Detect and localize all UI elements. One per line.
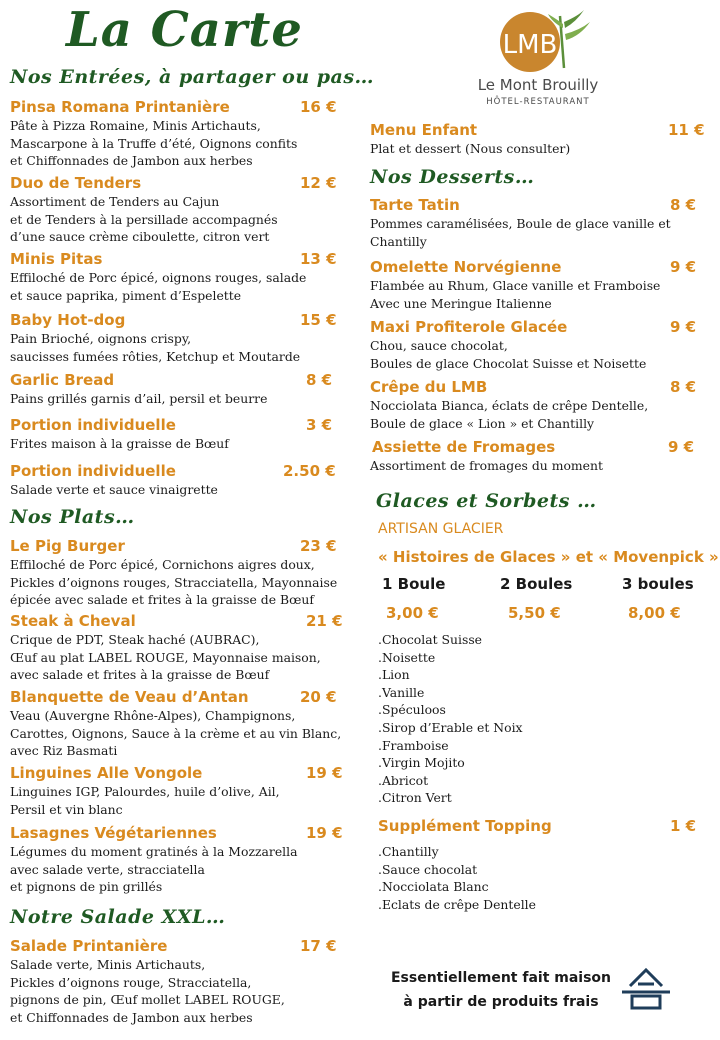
menu-item [10,937,337,1026]
section-title-glaces: Glaces et Sorbets … [376,490,597,512]
size-price: 8,00 € [628,604,681,622]
item-desc: Plat et dessert (Nous consulter) [370,141,571,156]
item-name: Duo de Tenders [10,174,142,192]
item-desc: Boule de glace « Lion » et Chantilly [370,415,595,431]
menu-item [378,817,697,836]
flavor-item: .Framboise [378,737,449,753]
section-title-desserts: Nos Desserts… [370,166,535,188]
item-desc: Linguines IGP, Palourdes, huile d’olive, Ail, [10,784,280,799]
item-desc: et Chiffonnades de Jambon aux herbes [10,1009,253,1025]
item-name: Tarte Tatin [370,196,460,214]
item-desc: Pâte à Pizza Romaine, Minis Artichauts, [10,118,261,133]
topping-item: .Sauce chocolat [378,861,478,877]
item-desc: Veau (Auvergne Rhône-Alpes), Champignons, [10,708,296,723]
item-price: 17 € [300,937,337,955]
menu-item [370,196,697,250]
menu-item [10,174,337,246]
restaurant-logo [468,8,608,118]
footer-line: Essentiellement fait maison [390,970,612,986]
item-desc: saucisses fumées rôties, Ketchup et Moutarde [10,348,301,364]
menu-item [10,764,343,818]
item-desc: avec salade et frites à la graisse de Bœuf [10,667,270,682]
item-name: Steak à Cheval [10,612,136,630]
item-name: Blanquette de Veau d’Antan [10,688,249,706]
house-icon [620,966,672,1010]
item-desc: Boules de glace Chocolat Suisse et Noisette [370,355,647,371]
item-price: 8 € [670,196,697,214]
item-desc: Carottes, Oignons, Sauce à la crème et au vin Blanc, [10,725,342,741]
logo-initials: LMB [502,30,558,60]
size-label: 2 Boules [500,575,573,593]
topping-list [378,843,536,913]
item-desc: épicée avec salade et frites à la graisse de Bœuf [10,592,314,607]
menu-item [10,824,343,896]
item-desc: et sauce paprika, piment d’Espelette [10,287,242,303]
flavor-item: .Abricot [378,772,429,788]
item-desc: Œuf au plat LABEL ROUGE, Mayonnaise maison, [10,649,321,665]
item-price: 11 € [668,121,705,139]
brands-label: « Histoires de Glaces » et « Movenpick » [378,548,719,566]
item-desc: Légumes du moment gratinés à la Mozzarella [10,844,298,859]
menu-item [10,98,337,170]
flavor-item: .Chocolat Suisse [378,632,483,647]
item-price: 9 € [670,258,697,276]
flavor-item: .Lion [378,667,410,683]
item-price: 12 € [300,174,337,192]
size-price: 3,00 € [386,604,439,622]
artisan-label: ARTISAN GLACIER [378,521,504,537]
logo-subtitle: HÔTEL-RESTAURANT [486,97,590,107]
logo-emblem-icon [468,8,608,78]
footer-line: à partir de produits frais [403,994,599,1010]
item-desc: avec Riz Basmati [10,743,118,758]
item-desc: avec salade verte, stracciatella [10,861,205,877]
item-name: Salade Printanière [10,937,168,955]
item-name: Portion individuelle [10,416,176,434]
flavor-list [378,631,523,807]
menu-item [370,258,697,312]
item-desc: Mascarpone à la Truffe d’été, Oignons confits [10,135,298,151]
item-price: 3 € [306,416,333,434]
item-name: Baby Hot-dog [10,311,126,329]
item-desc: Effiloché de Porc épicé, oignons rouges, salade [10,270,307,285]
item-price: 15 € [300,311,337,329]
item-name: Minis Pitas [10,250,103,268]
item-desc: Assortiment de Tenders au Cajun [10,194,220,209]
logo-name: Le Mont Brouilly [477,76,599,94]
item-price: 20 € [300,688,337,706]
item-price: 1 € [670,817,697,835]
flavor-item: .Citron Vert [378,790,452,806]
menu-item [370,378,697,432]
item-desc: Chantilly [370,233,427,249]
item-desc: Pain Brioché, oignons crispy, [10,331,192,346]
menu-item [10,462,336,499]
topping-item: .Eclats de crêpe Dentelle [378,896,536,912]
item-desc: et Chiffonnades de Jambon aux herbes [10,153,253,168]
section-title-plats: Nos Plats… [10,506,135,528]
item-price: 8 € [306,371,333,389]
item-name: Maxi Profiterole Glacée [370,318,568,336]
size-label: 1 Boule [382,575,446,593]
item-name: Omelette Norvégienne [370,258,562,276]
section-title-salade: Notre Salade XXL… [10,906,226,928]
item-name: Garlic Bread [10,371,115,389]
item-desc: Chou, sauce chocolat, [370,338,508,353]
page-title: La Carte [66,2,303,58]
item-name: Lasagnes Végétariennes [10,824,217,842]
menu-item [370,438,695,475]
item-price: 19 € [306,824,343,842]
item-name: Supplément Topping [378,817,552,835]
item-desc: Persil et vin blanc [10,801,123,817]
item-desc: d’une sauce crème ciboulette, citron vert [10,229,270,244]
item-price: 16 € [300,98,337,116]
item-name: Menu Enfant [370,121,478,139]
item-desc: Avec une Meringue Italienne [370,295,552,311]
footer-note [388,966,614,1014]
size-price: 5,50 € [508,604,561,622]
menu-item [10,250,337,304]
item-name: Pinsa Romana Printanière [10,98,230,116]
menu-item [10,612,343,684]
item-name: Assiette de Fromages [372,438,556,456]
topping-item: .Nocciolata Blanc [378,879,489,895]
menu-item [10,416,333,453]
section-title-entrees: Nos Entrées, à partager ou pas… [10,66,375,88]
item-desc: Pains grillés garnis d’ail, persil et beurre [10,391,268,406]
flavor-item: .Virgin Mojito [378,755,465,771]
item-desc: pignons de pin, Œuf mollet LABEL ROUGE, [10,992,285,1007]
flavor-item: .Vanille [378,684,425,700]
item-desc: Pickles d’oignons rouge, Stracciatella, [10,974,252,990]
item-desc: Salade verte, Minis Artichauts, [10,957,206,972]
item-desc: Crique de PDT, Steak haché (AUBRAC), [10,632,260,647]
item-name: Le Pig Burger [10,537,125,555]
item-desc: Frites maison à la graisse de Bœuf [10,436,229,451]
item-desc: Nocciolata Bianca, éclats de crêpe Dentelle, [370,398,649,413]
flavor-item: .Spéculoos [378,702,446,718]
topping-item: .Chantilly [378,844,439,859]
item-name: Linguines Alle Vongole [10,764,203,782]
item-price: 8 € [670,378,697,396]
item-price: 19 € [306,764,343,782]
item-desc: Flambée au Rhum, Glace vanille et Framboise [370,278,661,293]
item-desc: Pommes caramélisées, Boule de glace vanille et [370,216,671,231]
menu-item [370,318,697,372]
item-name: Crêpe du LMB [370,378,488,396]
item-price: 2.50 € [283,462,336,480]
item-price: 9 € [668,438,695,456]
item-desc: Pickles d’oignons rouges, Stracciatella, Mayonnaise [10,574,338,590]
flavor-item: .Sirop d’Erable et Noix [378,719,523,735]
menu-item [370,121,705,158]
item-name: Portion individuelle [10,462,176,480]
menu-item [10,371,333,408]
menu-item [10,537,337,609]
item-desc: Effiloché de Porc épicé, Cornichons aigres doux, [10,557,315,572]
item-price: 21 € [306,612,343,630]
item-price: 13 € [300,250,337,268]
flavor-item: .Noisette [378,649,436,665]
size-label: 3 boules [622,575,694,593]
menu-item [10,311,337,365]
item-desc: Salade verte et sauce vinaigrette [10,482,218,497]
item-desc: Assortiment de fromages du moment [370,458,603,473]
item-desc: et de Tenders à la persillade accompagnés [10,211,278,227]
item-desc: et pignons de pin grillés [10,879,163,894]
item-price: 9 € [670,318,697,336]
menu-item [10,688,341,760]
item-price: 23 € [300,537,337,555]
